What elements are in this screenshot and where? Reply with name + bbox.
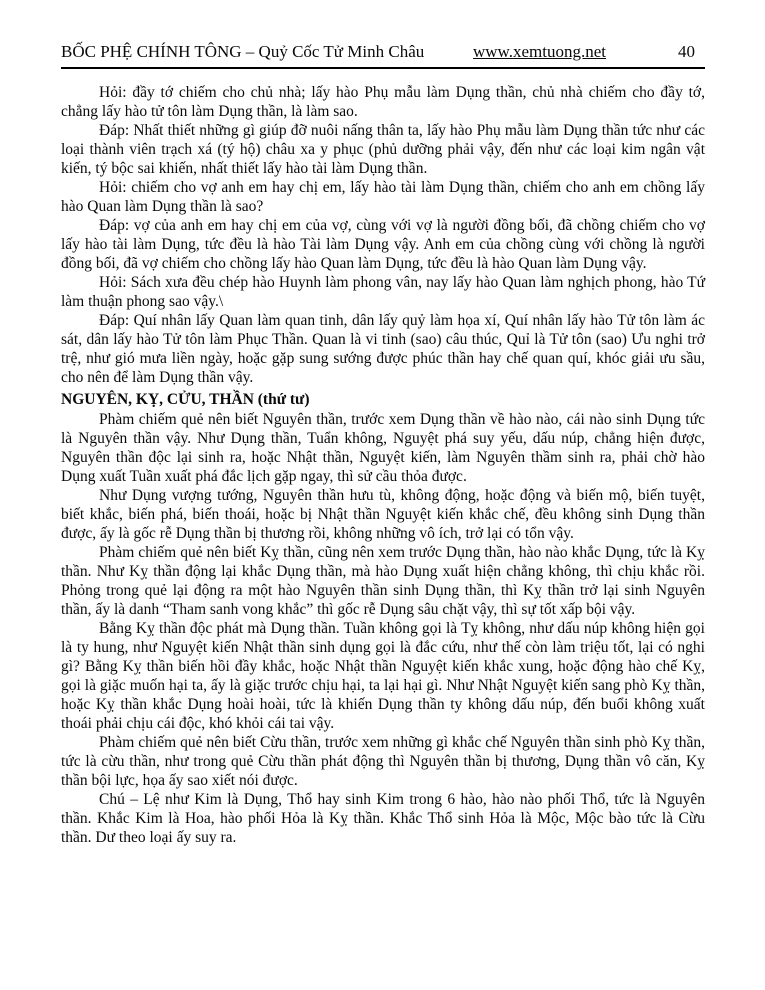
section-heading: NGUYÊN, KỴ, CỬU, THẦN (thứ tư) — [61, 391, 310, 408]
book-title: BỐC PHỆ CHÍNH TÔNG – Quỷ Cốc Tử Minh Châu — [61, 42, 425, 61]
page-body — [61, 83, 705, 847]
page-header — [61, 41, 705, 69]
paragraph: Hỏi: chiếm cho vợ anh em hay chị em, lấy hào tài làm Dụng thần, chiếm cho anh em chồng lấy hào Quan làm Dụng thần là sao? — [61, 179, 705, 215]
paragraph: Đáp: Nhất thiết những gì giúp đỡ nuôi nấng thân ta, lấy hào Phụ mẫu làm Dụng thần tức như các loại thành viên trạch xá (tý hộ) châu xa y phục (phủ dưỡng phải vậy, đến như các loại kim ngân vật kiến, tý bộc sai khiến, nhất thiết lấy hào tài làm Dụng thần. — [61, 122, 705, 177]
paragraph: Phàm chiếm quẻ nên biết Kỵ thần, cũng nên xem trước Dụng thần, hào nào khắc Dụng, tức là Kỵ thần. Như Kỵ thần động lại khắc Dụng thần, mà hào Dụng xuất hiện chẳng không, thì chịu khắc rồi. Phỏng trong quẻ lại động ra một hào Nguyên thần sinh Dụng thần, thì Kỵ thần trở lại sinh Nguyên thần, ấy là danh “Tham sanh vong khắc” thì gốc rễ Dụng sâu chặt vậy, thì sự tốt xấp bội vậy. — [61, 544, 705, 618]
paragraph: Đáp: vợ của anh em hay chị em của vợ, cùng với vợ là người đồng bối, đã chồng chiếm cho vợ lấy hào tài làm Dụng, tức đều là hào Tài làm Dụng vậy. Anh em của chồng cùng với chồng là người đồng bối, đã vợ chiếm cho chồng lấy hào Quan làm Dụng, tức đều là hào Quan làm Dụng vậy. — [61, 217, 705, 272]
paragraph: Hỏi: Sách xưa đều chép hào Huynh làm phong vân, nay lấy hào Quan làm nghịch phong, hào Tứ làm thuận phong sao vậy.\ — [61, 274, 705, 310]
paragraph: Đáp: Quí nhân lấy Quan làm quan tinh, dân lấy quỷ làm họa xí, Quí nhân lấy hào Tử tôn làm ác sát, dân lấy hào Tử tôn làm Phục Thần. Quan là vi tinh (sao) câu thúc, Quỉ là Tử tôn (sao) Ưu nghi trở trệ, như gió mưa liền ngày, hoặc gặp sung sướng được phúc thần hay chế quan quí, khóc giải ưu sầu, cho nên để làm Dụng thần vậy. — [61, 312, 705, 386]
paragraph: Như Dụng vượng tướng, Nguyên thần hưu tù, không động, hoặc động và biến mộ, biến tuyệt, biết khắc, biến phá, biến thoái, hoặc bị Nhật thần Nguyệt kiến khắc chế, đều không sinh Dụng thần được, ấy là gốc rễ Dụng thần bị thương rồi, không những vô ích, trở lại có tổn vậy. — [61, 487, 705, 542]
paragraph: Chú – Lệ như Kim là Dụng, Thổ hay sinh Kim trong 6 hào, hào nào phối Thổ, tức là Nguyên thần. Khắc Kim là Hoa, hào phối Hỏa là Kỵ thần. Khắc Thổ sinh Hỏa là Mộc, Mộc bào tức là Cừu thần. Dư theo loại ấy suy ra. — [61, 791, 705, 846]
paragraph: Bằng Kỵ thần độc phát mà Dụng thần. Tuần không gọi là Tỵ không, như dấu núp không hiện gọi là ty hung, như Nguyệt kiến Nhật thần sinh dụng gọi là đắc cứu, như thế còn làm triệu tốt, lại có nghi gì? Bằng Kỵ thần biến hồi đầy khắc, hoặc Nhật thần Nguyệt kiến khắc xung, hoặc động hào chế Kỵ, gọi là giặc muốn hại ta, ấy là giặc trước chịu hại, ta lại hại gì. Như Nhật Nguyệt kiến sang phò Kỵ thần, hoặc Kỵ thần khắc Dụng hoài hoài, tức là khiến Dụng thần ty không dấu núp, đến buổi không xuất thoái phải chịu cái độc, khó khỏi cái tai vậy. — [61, 620, 705, 732]
paragraph: Phàm chiếm quẻ nên biết Nguyên thần, trước xem Dụng thần về hào nào, cái nào sinh Dụng tức là Nguyên thần vậy. Như Dụng thần, Tuẩn không, Nguyệt phá suy yếu, dấu núp, chẳng hiện được, Nguyên thần độc lại sinh ra, hoặc Nhật thần, Nguyệt kiến, làm Nguyên thầm sinh ra, phải chờ hào Dụng xuất Tuần xuất phá đắc lịch gặp ngay, thì sử cầu thỏa được. — [61, 411, 705, 485]
paragraph: Hỏi: đầy tớ chiếm cho chủ nhà; lấy hào Phụ mẫu làm Dụng thần, chủ nhà chiếm cho đầy tớ, chẳng lấy hào tử tôn làm Dụng thần, là làm sao. — [61, 84, 705, 120]
page-number: 40 — [678, 42, 695, 61]
paragraph: Phàm chiếm quẻ nên biết Cừu thần, trước xem những gì khắc chế Nguyên thần sinh phò Kỵ thần, tức là cừu thần, như trong quẻ Cừu thần phát động thì Nguyên thần bị thương, Dụng thần vô căn, Kỵ thần bội lực, họa ấy sao xiết nói được. — [61, 734, 705, 789]
website-link[interactable]: www.xemtuong.net — [473, 42, 606, 61]
